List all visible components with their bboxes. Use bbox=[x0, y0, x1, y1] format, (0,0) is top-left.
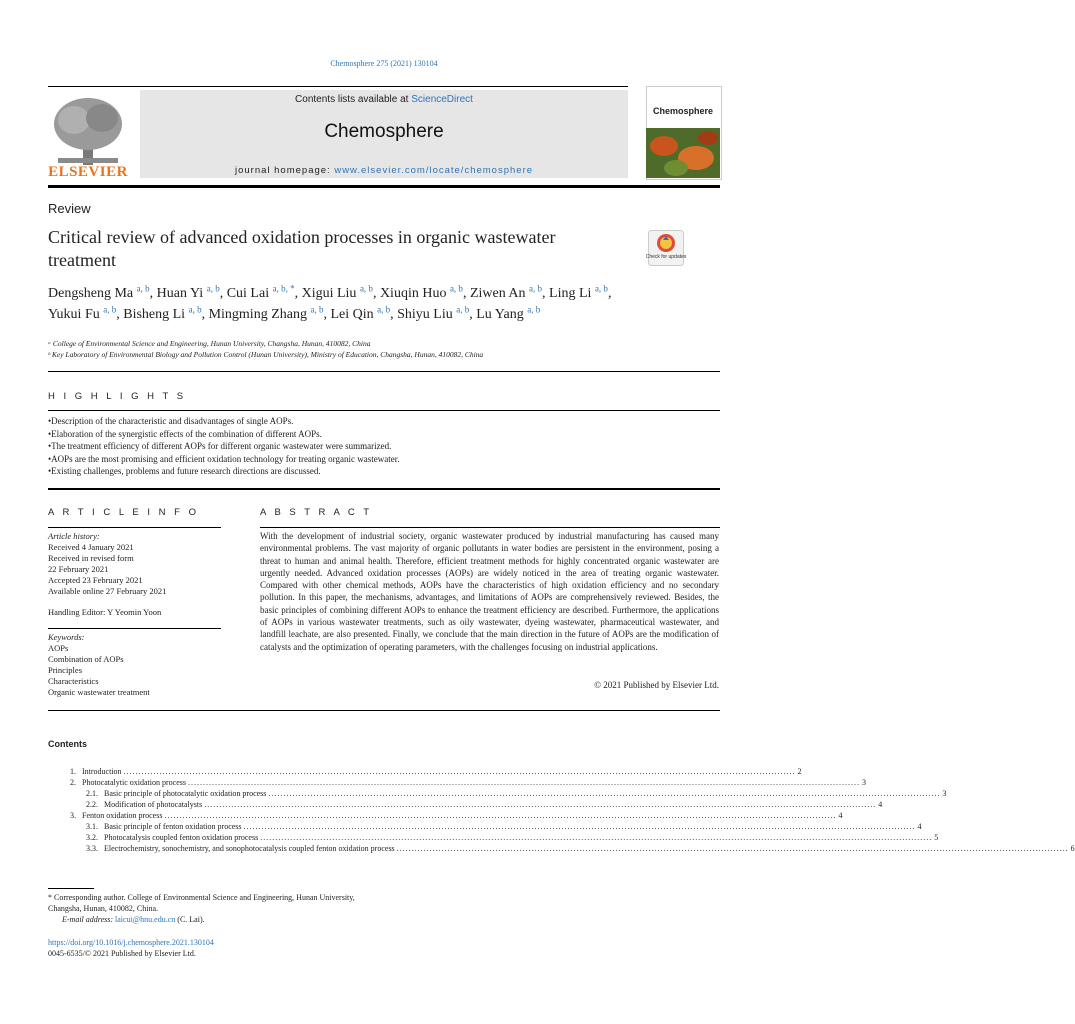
author-affiliation-marker[interactable]: a, b bbox=[594, 283, 608, 293]
footnote-rule bbox=[48, 888, 94, 889]
author-name: Lei Qin bbox=[330, 307, 374, 323]
affiliation-a: ᵃ College of Environmental Science and Engineering, Hunan University, Changsha, Hunan, 410082, China bbox=[48, 339, 371, 348]
toc-page-number: 4 bbox=[838, 811, 843, 820]
highlight-item: • The treatment efficiency of different AOPs for different organic wastewater were summarized. bbox=[48, 440, 720, 453]
keywords-label: Keywords: bbox=[48, 632, 85, 642]
author-affiliation-marker[interactable]: a, b bbox=[103, 304, 117, 315]
toc-page-number: 3 bbox=[861, 778, 866, 787]
highlights-bottom-rule bbox=[48, 488, 720, 490]
toc-entry[interactable] bbox=[48, 832, 939, 843]
abstract-heading: A B S T R A C T bbox=[260, 507, 373, 518]
author: Mingming Zhang $^{a, b}$, bbox=[208, 304, 331, 323]
author-name: Shiyu Liu bbox=[397, 307, 453, 323]
highlights-heading: H I G H L I G H T S bbox=[48, 391, 187, 402]
toc-entry[interactable] bbox=[48, 777, 866, 788]
toc-leader-dots bbox=[124, 766, 796, 777]
affiliations bbox=[48, 338, 668, 360]
toc-title: Basic principle of fenton oxidation process bbox=[104, 822, 242, 831]
toc-title: Photocatalysis coupled fenton oxidation process bbox=[104, 833, 259, 842]
author-name: Bisheng Li bbox=[123, 307, 186, 323]
homepage-link[interactable]: www.elsevier.com/locate/chemosphere bbox=[334, 165, 534, 176]
author-name: Yukui Fu bbox=[48, 307, 100, 323]
author-name: Dengsheng Ma bbox=[48, 285, 134, 301]
author: Xigui Liu $^{a, b}$, bbox=[301, 283, 380, 301]
toc-title: Basic principle of photocatalytic oxidation process bbox=[104, 789, 267, 798]
author-affiliation-marker[interactable]: a, b bbox=[310, 304, 324, 315]
sciencedirect-link[interactable]: ScienceDirect bbox=[411, 94, 473, 105]
journal-homepage-line bbox=[140, 165, 628, 176]
contents-heading: Contents bbox=[48, 739, 87, 749]
toc-title: Modification of photocatalysts bbox=[104, 800, 203, 809]
author-name: Mingming Zhang bbox=[208, 307, 307, 323]
author-name: Lu Yang bbox=[476, 307, 524, 323]
toc-page-number: 5 bbox=[934, 833, 939, 842]
author: Xiuqin Huo $^{a, b}$, bbox=[379, 283, 470, 301]
email-link[interactable]: laicui@hnu.edu.cn bbox=[115, 915, 176, 924]
toc-page-number: 6 bbox=[1070, 844, 1075, 853]
author-affiliation-marker[interactable]: a, b bbox=[529, 283, 543, 293]
toc-title: Electrochemistry, sonochemistry, and sonophotocatalysis coupled fenton oxidation process bbox=[104, 844, 395, 853]
author: Ziwen An $^{a, b}$, bbox=[469, 283, 550, 301]
author: Dengsheng Ma $^{a, b}$, bbox=[48, 283, 157, 301]
toc-page-number: 4 bbox=[917, 822, 922, 831]
author-affiliation-marker[interactable]: a, b bbox=[456, 304, 470, 315]
toc-page-number: 3 bbox=[942, 789, 947, 798]
toc-entry[interactable] bbox=[48, 766, 802, 777]
issn-line: 0045-6535/© 2021 Published by Elsevier Ltd. bbox=[48, 949, 196, 958]
abstract-rule bbox=[260, 527, 720, 528]
author: Yukui Fu $^{a, b}$, bbox=[48, 304, 124, 323]
author-affiliation-marker[interactable]: a, b bbox=[449, 283, 463, 293]
toc-number: 2.2. bbox=[86, 800, 98, 809]
author-list bbox=[48, 280, 638, 323]
highlights-top-rule bbox=[48, 371, 720, 372]
author-name: Xiuqin Huo bbox=[379, 285, 447, 301]
toc-number: 2.1. bbox=[86, 789, 98, 798]
keyword: Organic wastewater treatment bbox=[48, 687, 150, 697]
author-name: Huan Yi bbox=[156, 285, 204, 301]
author bbox=[476, 304, 541, 323]
highlight-item: • Elaboration of the synergistic effects of the combination of different AOPs. bbox=[48, 428, 720, 441]
toc-title: Introduction bbox=[82, 767, 122, 776]
author: Lei Qin $^{a, b}$, bbox=[330, 304, 398, 323]
history-line: Available online 27 February 2021 bbox=[48, 586, 167, 596]
author: Huan Yi $^{a, b}$, bbox=[156, 283, 227, 301]
toc-leader-dots bbox=[188, 777, 860, 788]
highlight-item: • AOPs are the most promising and efficient oxidation technology for treating organic wastewater. bbox=[48, 453, 720, 466]
author-affiliation-marker[interactable]: a, b bbox=[206, 283, 220, 293]
highlight-item: • Description of the characteristic and disadvantages of single AOPs. bbox=[48, 415, 720, 428]
email-label: E-mail address: bbox=[62, 915, 114, 924]
contents-prefix: Contents lists available at bbox=[295, 94, 409, 105]
toc-title: Fenton oxidation process bbox=[82, 811, 163, 820]
toc-entry[interactable] bbox=[48, 843, 1075, 854]
history-line: 22 February 2021 bbox=[48, 564, 109, 574]
article-type: Review bbox=[48, 201, 91, 216]
email-suffix: (C. Lai). bbox=[177, 915, 205, 924]
doi-link[interactable]: https://doi.org/10.1016/j.chemosphere.2021.130104 bbox=[48, 938, 214, 947]
toc-leader-dots bbox=[268, 788, 940, 799]
author: Shiyu Liu $^{a, b}$, bbox=[397, 304, 477, 323]
cover-image bbox=[646, 128, 720, 178]
toc-leader-dots bbox=[397, 843, 1069, 854]
keywords-rule bbox=[48, 628, 221, 629]
toc-number: 2. bbox=[70, 778, 76, 787]
table-of-contents bbox=[48, 766, 1075, 854]
journal-citation[interactable]: Chemosphere 275 (2021) 130104 bbox=[330, 59, 438, 68]
author-affiliation-marker[interactable]: a, b, * bbox=[272, 283, 295, 293]
keyword: Principles bbox=[48, 665, 82, 675]
toc-entry[interactable] bbox=[48, 799, 883, 810]
highlights-mid-rule bbox=[48, 410, 720, 411]
article-info-heading: A R T I C L E I N F O bbox=[48, 507, 199, 518]
toc-entry[interactable] bbox=[48, 788, 947, 799]
author-name: Ling Li bbox=[549, 285, 592, 301]
history-label: Article history: bbox=[48, 531, 100, 541]
toc-leader-dots bbox=[204, 799, 876, 810]
toc-number: 3.3. bbox=[86, 844, 98, 853]
keyword: Characteristics bbox=[48, 676, 99, 686]
toc-page-number: 2 bbox=[797, 767, 802, 776]
article-history bbox=[48, 531, 228, 597]
article-title: Critical review of advanced oxidation processes in organic wastewater treatment bbox=[48, 227, 556, 270]
author-name: Ziwen An bbox=[469, 285, 526, 301]
abstract-copyright: © 2021 Published by Elsevier Ltd. bbox=[594, 680, 719, 690]
toc-entry[interactable] bbox=[48, 821, 922, 832]
handling-editor: Handling Editor: Y Yeomin Yoon bbox=[48, 607, 162, 617]
journal-name: Chemosphere bbox=[324, 121, 444, 142]
toc-number: 1. bbox=[70, 767, 76, 776]
toc-number: 3.1. bbox=[86, 822, 98, 831]
affiliation-b: ᵇ Key Laboratory of Environmental Biology and Pollution Control (Hunan University), Ministry of Education, Changsha, Hunan, 410082, China bbox=[48, 350, 484, 359]
history-line: Received 4 January 2021 bbox=[48, 542, 134, 552]
author-affiliation-marker[interactable]: a, b bbox=[188, 304, 202, 315]
check-for-updates-icon[interactable] bbox=[645, 230, 687, 266]
keyword: Combination of AOPs bbox=[48, 654, 124, 664]
cover-title: Chemosphere bbox=[652, 106, 714, 116]
keyword: AOPs bbox=[48, 643, 69, 653]
highlights-list bbox=[48, 415, 720, 478]
author: Bisheng Li $^{a, b}$, bbox=[123, 304, 209, 323]
toc-title: Photocatalytic oxidation process bbox=[82, 778, 186, 787]
highlight-item: • Existing challenges, problems and future research directions are discussed. bbox=[48, 465, 720, 478]
header-divider bbox=[48, 86, 628, 87]
elsevier-wordmark: ELSEVIER bbox=[48, 164, 128, 180]
toc-number: 3.2. bbox=[86, 833, 98, 842]
front-matter-rule bbox=[48, 710, 720, 711]
author-name: Xigui Liu bbox=[301, 285, 357, 301]
abstract-text: With the development of industrial society, organic wastewater produced by industrial manufacturing has caused many environmental problems. The vast majority of organic pollutants in water bodies are persistent in the environment, posing a threat to human and animal health. Therefore, efficient treatment methods for highly concentrated organic wastewater are urgently needed. Advanced oxidation processes (AOPs) are widely noticed in the area of treating organic wastewater. Compared with other chemical methods, AOPs have the characteristics of high oxidation efficiency and no secondary pollution. In this paper, the mechanisms, advantages, and limitations of AOPs are comprehensively reviewed. Besides, the basic principles of combining different AOPs to enhance the treatment efficiency are described. Furthermore, the applications of AOPs in various wastewater treatments, such as oily wastewater, dyeing wastewater, pharmaceutical wastewater, and landfill leachate, are also presented. Finally, we conclude that the main direction in the future of AOPs are the modification of catalysts and the optimization of operating parameters, with the challenges focusing on industrial applications. bbox=[260, 531, 719, 652]
crossmark-label: Check for updates bbox=[645, 254, 687, 260]
history-line: Accepted 23 February 2021 bbox=[48, 575, 143, 585]
author: Ling Li $^{a, b}$, bbox=[549, 283, 612, 301]
author-affiliation-marker[interactable]: a, b bbox=[377, 304, 391, 315]
corresponding-footnote bbox=[48, 892, 378, 925]
author: Cui Lai $^{a, b, *}$, bbox=[226, 283, 302, 301]
keywords bbox=[48, 632, 228, 698]
toc-leader-dots bbox=[260, 832, 932, 843]
toc-leader-dots bbox=[244, 821, 916, 832]
toc-leader-dots bbox=[164, 810, 836, 821]
homepage-label: journal homepage: bbox=[234, 165, 331, 176]
contents-available-line bbox=[140, 94, 628, 105]
history-line: Received in revised form bbox=[48, 553, 134, 563]
toc-entry[interactable] bbox=[48, 810, 843, 821]
author-affiliation-marker[interactable]: a, b bbox=[527, 304, 541, 315]
author-name: Cui Lai bbox=[226, 285, 270, 301]
author-affiliation-marker[interactable]: a, b bbox=[359, 283, 373, 293]
author-affiliation-marker[interactable]: a, b bbox=[136, 283, 150, 293]
toc-page-number: 4 bbox=[878, 800, 883, 809]
header-thick-divider bbox=[48, 185, 720, 188]
toc-number: 3. bbox=[70, 811, 76, 820]
article-info-rule bbox=[48, 527, 221, 528]
email-line bbox=[48, 914, 378, 925]
corresponding-author-note: * Corresponding author. College of Environmental Science and Engineering, Hunan University, Changsha, Hunan, 410082, China. bbox=[48, 893, 355, 913]
